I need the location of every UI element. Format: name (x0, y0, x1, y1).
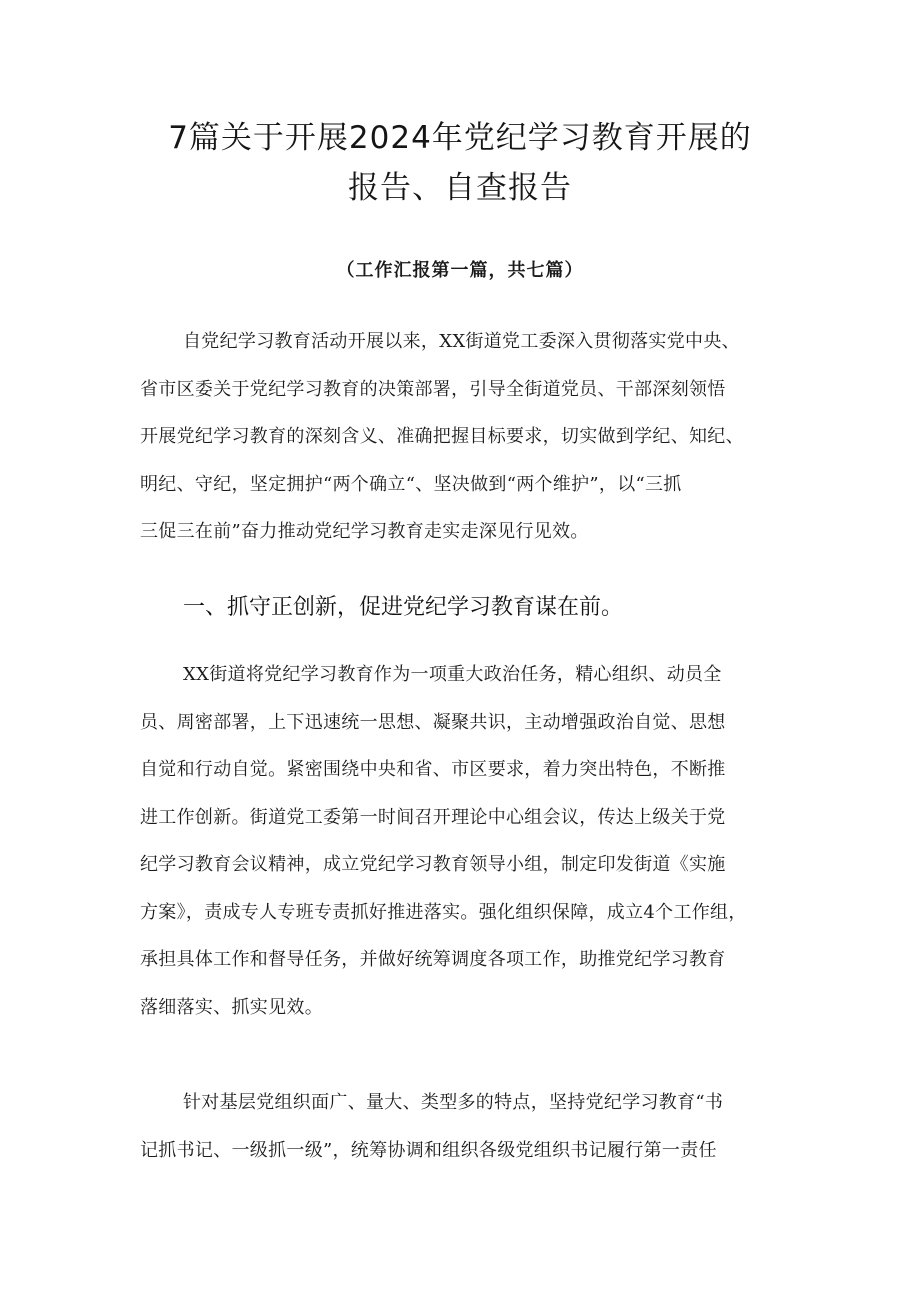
document-title-line-1: 7篇关于开展2024年党纪学习教育开展的 (168, 120, 752, 156)
paragraph-line: 进工作创新。街道党工委第一时间召开理论中心组会议，传达上级关于党 (140, 806, 726, 828)
paragraph-line: 自党纪学习教育活动开展以来，XX街道党工委深入贯彻落实党中央、 (183, 331, 740, 352)
paragraph-line: 明纪、守纪，坚定拥护“两个确立“、坚决做到“两个维护”，以“三抓 (140, 473, 682, 495)
paragraph-line: 员、周密部署，上下迅速统一思想、凝聚共识，主动增强政治自觉、思想 (140, 711, 726, 733)
document-subtitle: （工作汇报第一篇，共七篇） (336, 260, 584, 281)
paragraph-line: 记抓书记、一级抓一级”，统筹协调和组织各级党组织书记履行第一责任 (140, 1139, 717, 1161)
paragraph-line: XX街道将党纪学习教育作为一项重大政治任务，精心组织、动员全 (183, 664, 722, 685)
paragraph-line: 落细落实、抓实见效。 (140, 996, 323, 1018)
paragraph-line: 自觉和行动自觉。紧密围绕中央和省、市区要求，着力突出特色，不断推 (140, 759, 726, 780)
paragraph-line: 开展党纪学习教育的深刻含义、准确把握目标要求，切实做到学纪、知纪、 (140, 426, 744, 447)
paragraph-line: 承担具体工作和督导任务，并做好统筹调度各项工作，助推党纪学习教育 (140, 949, 726, 970)
paragraph-intro (140, 318, 780, 556)
document-title-line-2: 报告、自查报告 (348, 170, 572, 206)
paragraph-line: 省市区委关于党纪学习教育的决策部署，引导全街道党员、干部深刻领悟 (140, 378, 726, 400)
paragraph-section-1b (140, 1079, 780, 1174)
paragraph-line: 针对基层党组织面广、量大、类型多的特点，坚持党纪学习教育“书 (183, 1092, 724, 1113)
paragraph-section-1 (140, 651, 780, 1031)
section-heading-1: 一、抓守正创新，促进党纪学习教育谋在前。 (183, 595, 624, 620)
paragraph-line: 三促三在前”奋力推动党纪学习教育走实走深见行见效。 (140, 521, 589, 542)
paragraph-line: 纪学习教育会议精神，成立党纪学习教育领导小组，制定印发街道《实施 (140, 854, 726, 875)
paragraph-line: 方案》，责成专人专班专责抓好推进落实。强化组织保障，成立4个工作组， (140, 901, 747, 923)
